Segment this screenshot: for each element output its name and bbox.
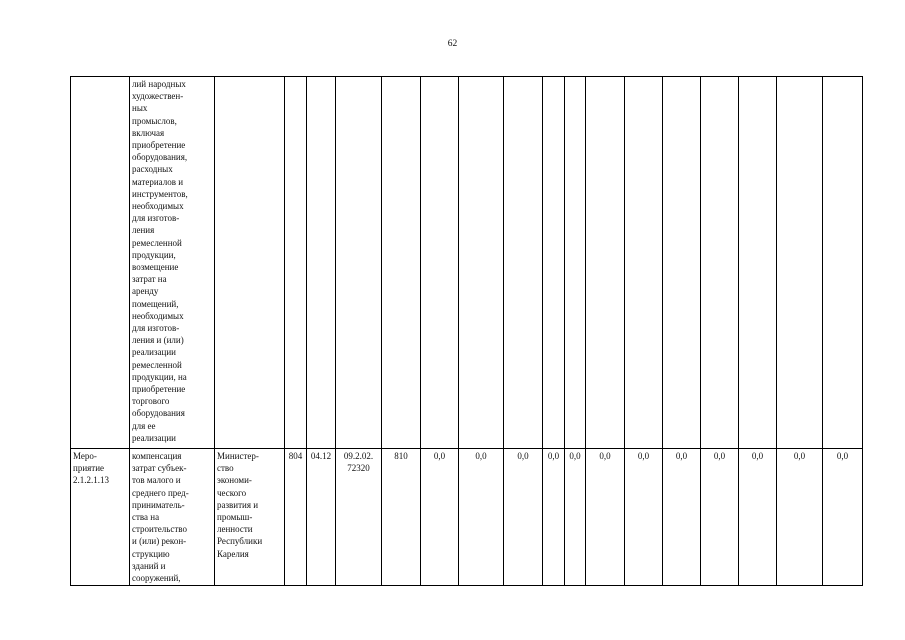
cell-line: затрат субъек- [132, 463, 187, 474]
cell-line: ческого [217, 487, 247, 498]
value-cell: 0,0 [701, 449, 739, 586]
cell-line: ремесленной [132, 237, 182, 248]
cell-line: помещений, [132, 298, 179, 309]
budget-table [70, 76, 863, 586]
cell-line: инструментов, [132, 188, 188, 199]
cell-line: сооружений, [132, 573, 181, 584]
page-number: 62 [447, 39, 458, 49]
cell-line: реализации [132, 432, 176, 443]
cell-line: для ее [132, 420, 156, 431]
cell-line: реализации [132, 347, 176, 358]
cell-line: Республики [217, 536, 263, 547]
cell-line: приятие [73, 463, 105, 474]
cell-line: Меро- [73, 451, 97, 461]
cell-line: включая [132, 127, 165, 138]
continuation-row [71, 77, 863, 449]
cell-line: для изготов- [132, 213, 180, 224]
cell-line: необходимых [132, 310, 184, 321]
cell-line: ления и (или) [132, 335, 184, 346]
value-cell: 0,0 [625, 449, 663, 586]
executor-cell [215, 77, 285, 449]
name-cell [71, 77, 130, 449]
cell-line: промыш- [217, 512, 253, 523]
cell-line: возмещение [132, 262, 179, 273]
cell-line: оборудования [132, 408, 185, 419]
cell-line: 2.1.2.1.13 [73, 475, 109, 486]
value-cell: 0,0 [663, 449, 701, 586]
measure-executor-cell [215, 449, 285, 586]
cell-line: строительство [132, 524, 187, 535]
measure-row [71, 449, 863, 586]
cell-line: промыслов, [132, 115, 177, 126]
cell-line: продукции, на [132, 371, 187, 382]
cell-line: художествен- [132, 91, 184, 102]
cell-line: Министер- [217, 451, 259, 461]
csr-cell [336, 449, 382, 586]
measure-description-cell [130, 449, 215, 586]
vr-cell: 810 [382, 449, 421, 586]
cell-line: приниматель- [132, 499, 185, 510]
value-cell: 0,0 [421, 449, 459, 586]
value-cell: 0,0 [459, 449, 504, 586]
value-cell: 0,0 [543, 449, 565, 586]
cell-line: для изготов- [132, 323, 180, 334]
cell-line: и (или) рекон- [132, 536, 187, 547]
cell-line: Карелия [217, 548, 249, 559]
cell-line: 09.2.02. [343, 451, 374, 461]
cell-line: лий народных [132, 79, 186, 89]
cell-line: компенсация [132, 451, 182, 461]
cell-line: ремесленной [132, 359, 182, 370]
grbs-cell: 804 [285, 449, 307, 586]
cell-line: ленности [217, 524, 253, 535]
cell-line: экономи- [217, 475, 252, 486]
cell-line: продукции, [132, 249, 176, 260]
cell-line: ления [132, 225, 155, 236]
value-cell: 0,0 [586, 449, 625, 586]
measure-name-cell [71, 449, 130, 586]
value-cell: 0,0 [823, 449, 863, 586]
cell-line: торгового [132, 396, 170, 407]
cell-line: оборудования, [132, 152, 188, 163]
rzpr-cell: 04.12 [307, 449, 336, 586]
cell-line: ство [217, 463, 234, 474]
cell-line: зданий и [132, 560, 166, 571]
cell-line: струкцию [132, 548, 170, 559]
cell-line: тов малого и [132, 475, 181, 486]
cell-line: ных [132, 103, 148, 114]
cell-line: приобретение [132, 384, 186, 395]
cell-line: аренду [132, 286, 159, 297]
value-cell: 0,0 [565, 449, 586, 586]
cell-line: расходных [132, 164, 173, 175]
value-cell: 0,0 [777, 449, 823, 586]
description-cell [130, 77, 215, 449]
cell-line: среднего пред- [132, 487, 189, 498]
cell-line: необходимых [132, 201, 184, 212]
value-cell: 0,0 [504, 449, 543, 586]
cell-line: приобретение [132, 140, 186, 151]
cell-line: ства на [132, 512, 160, 523]
value-cell: 0,0 [739, 449, 777, 586]
cell-line: затрат на [132, 274, 167, 285]
cell-line: материалов и [132, 176, 184, 187]
cell-line: 72320 [347, 463, 370, 474]
cell-line: развития и [217, 499, 259, 510]
